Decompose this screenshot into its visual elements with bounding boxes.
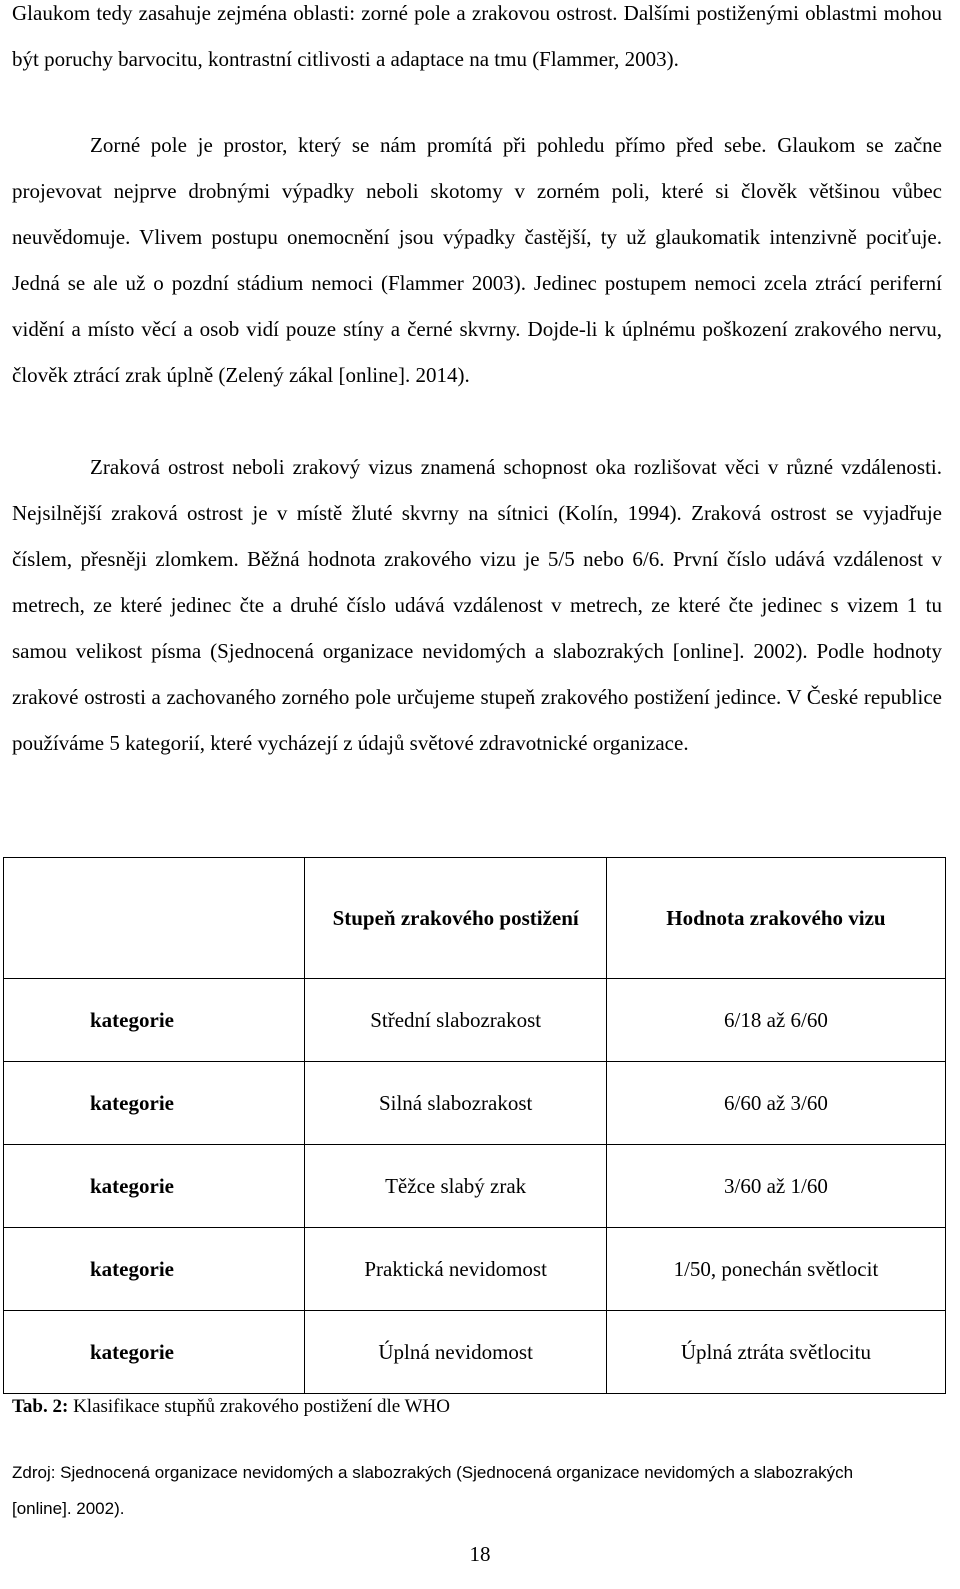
table-header-cell-value: Hodnota zrakového vizu: [606, 858, 945, 979]
paragraph-glaucoma-areas: Glaukom tedy zasahuje zejména oblasti: zorné pole a zrakovou ostrost. Dalšími postiženými oblastmi mohou být poruchy barvocitu, kontrastní citlivosti a adaptace na tmu (Flammer, 2003).: [12, 1, 942, 71]
table-cell-value: 1/50, ponechán světlocit: [606, 1228, 945, 1311]
table-row: [4, 979, 946, 1062]
paragraph-visual-acuity: Zraková ostrost neboli zrakový vizus znamená schopnost oka rozlišovat věci v různé vzdálenosti. Nejsilnější zraková ostrost je v místě žluté skvrny na sítnici (Kolín, 1994). Zraková ostrost se vyjadřuje číslem, přesněji zlomkem. Běžná hodnota zrakového vizu je 5/5 nebo 6/6. První číslo udává vzdálenost v metrech, ze které jedinec čte a druhé číslo udává vzdálenost v metrech, ze které čte jedinec s vizem 1 tu samou velikost písma (Sjednocená organizace nevidomých a slabozrakých [online]. 2002). Podle hodnoty zrakové ostrosti a zachovaného zorného pole určujeme stupeň zrakového postižení jedince. V České republice používáme 5 kategorií, které vycházejí z údajů světové zdravotnické organizace.: [12, 455, 942, 755]
table-cell-degree: Střední slabozrakost: [305, 979, 606, 1062]
page-number: 18: [469, 1542, 491, 1566]
table-cell-category: kategorie: [4, 1311, 305, 1394]
table-cell-category: kategorie: [4, 1228, 305, 1311]
table-row: [4, 1311, 946, 1394]
source-note: Zdroj: Sjednocená organizace nevidomých a slabozrakých (Sjednocená organizace nevidomých a slabozrakých [online]. 2002).: [12, 1463, 854, 1518]
paragraph-visual-field: Zorné pole je prostor, který se nám promítá při pohledu přímo před sebe. Glaukom se začne projevovat nejprve drobnými výpadky neboli skotomy v zorném poli, které si člověk většinou vůbec neuvědomuje. Vlivem postupu onemocnění jsou výpadky častější, ty už glaukomatik intenzivně pociťuje. Jedná se ale už o pozdní stádium nemoci (Flammer 2003). Jedinec postupem nemoci zcela ztrácí periferní vidění a místo věcí a osob vidí pouze stíny a černé skvrny. Dojde-li k úplnému poškození zrakového nervu, člověk ztrácí zrak úplně (Zelený zákal [online]. 2014).: [12, 133, 942, 387]
table-caption: [12, 1396, 450, 1418]
classification-table: [3, 857, 946, 1394]
table-cell-value: Úplná ztráta světlocitu: [606, 1311, 945, 1394]
table-row: [4, 1228, 946, 1311]
table-cell-degree: Praktická nevidomost: [305, 1228, 606, 1311]
table-row: [4, 1145, 946, 1228]
table-cell-value: 3/60 až 1/60: [606, 1145, 945, 1228]
table-header-cell-empty: [4, 858, 305, 979]
table-cell-value: 6/60 až 3/60: [606, 1062, 945, 1145]
table-caption-label: Tab. 2:: [12, 1396, 69, 1417]
table-cell-category: kategorie: [4, 1062, 305, 1145]
table-header-row: [4, 858, 946, 979]
table-cell-value: 6/18 až 6/60: [606, 979, 945, 1062]
table-cell-degree: Úplná nevidomost: [305, 1311, 606, 1394]
table-cell-category: kategorie: [4, 1145, 305, 1228]
table-header-cell-degree: Stupeň zrakového postižení: [305, 858, 606, 979]
table-row: [4, 1062, 946, 1145]
table-cell-degree: Silná slabozrakost: [305, 1062, 606, 1145]
table-caption-text: Klasifikace stupňů zrakového postižení dle WHO: [68, 1396, 450, 1417]
table-cell-degree: Těžce slabý zrak: [305, 1145, 606, 1228]
table-cell-category: kategorie: [4, 979, 305, 1062]
